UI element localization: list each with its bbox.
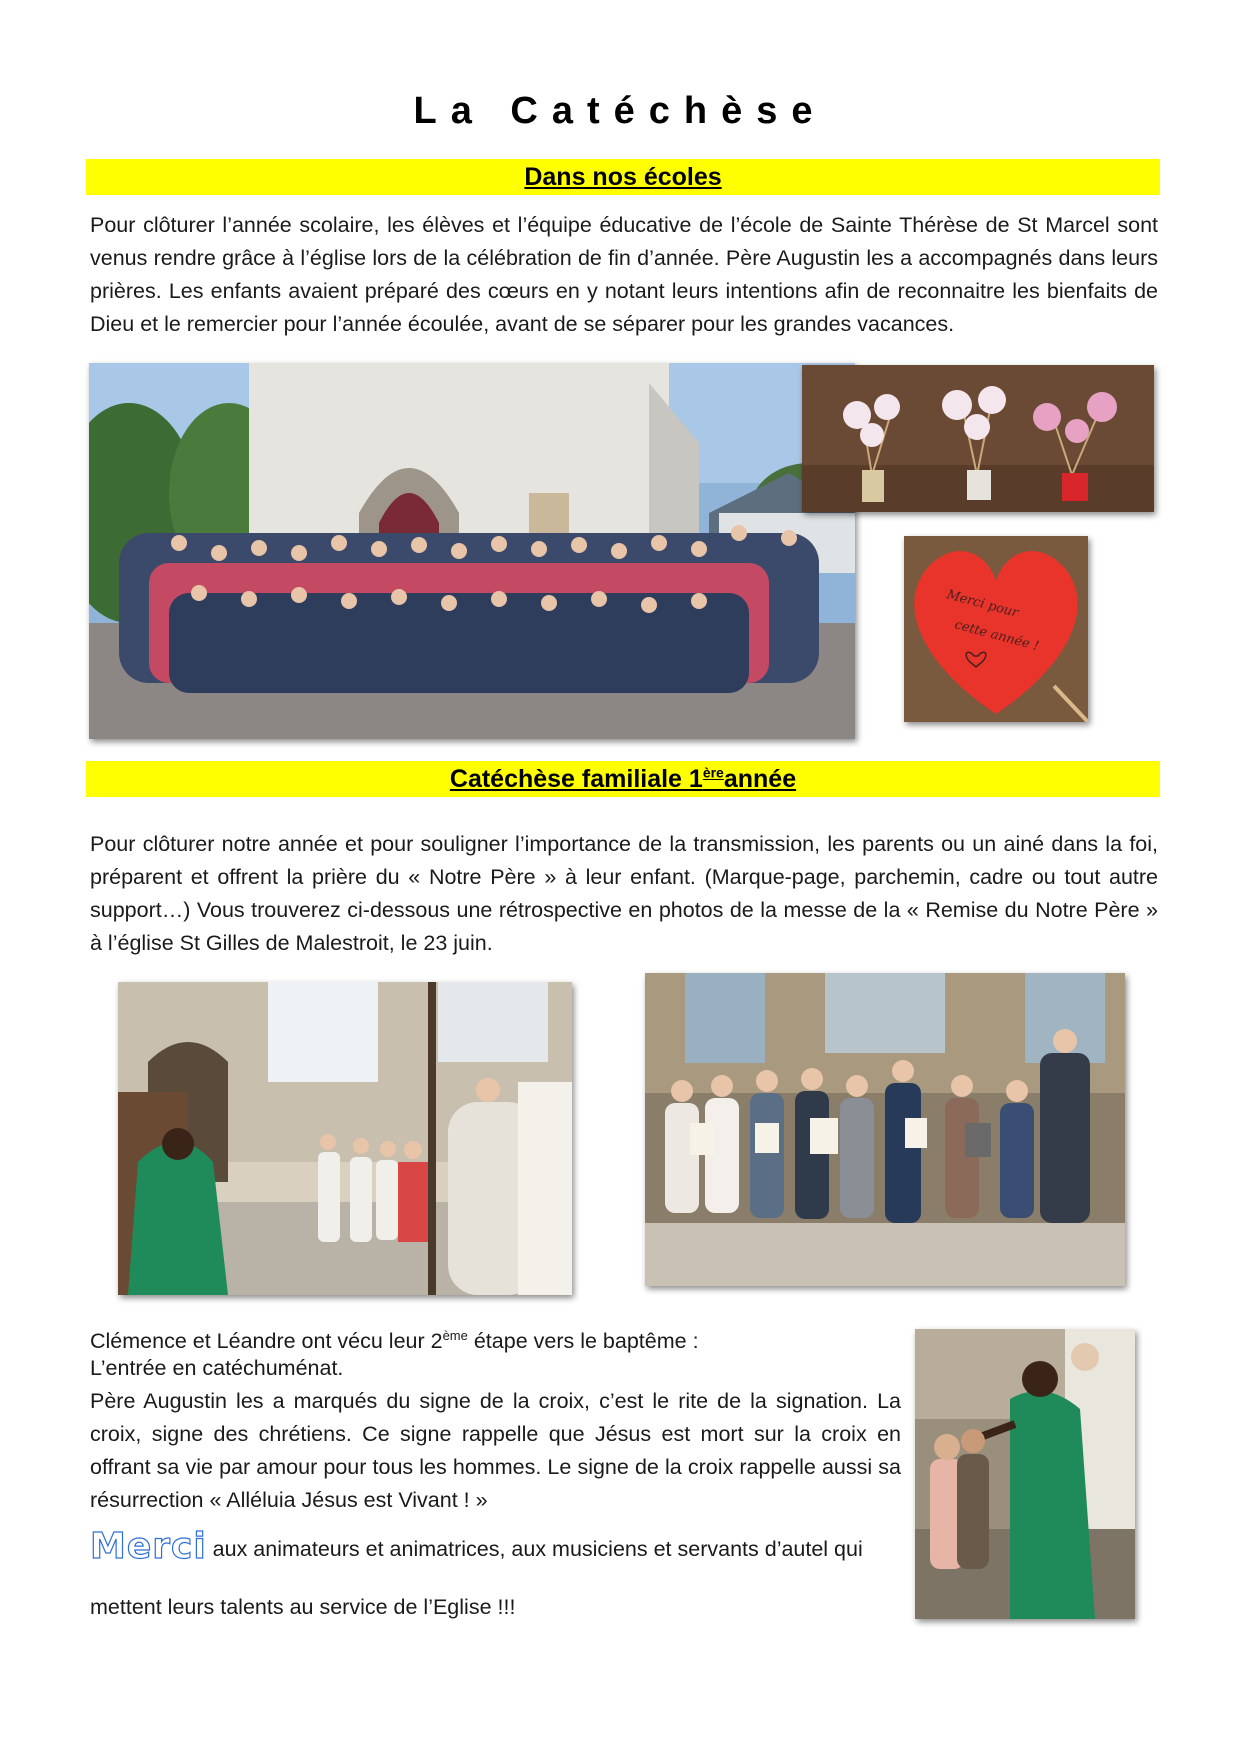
group-photo-church: [89, 363, 855, 739]
merci-wordart: Merci: [90, 1526, 207, 1567]
heart-card-line1: Merci pour: [944, 587, 1020, 621]
paper-hearts-photo: [802, 365, 1154, 512]
family-heading-main: Catéchèse familiale 1: [449, 765, 703, 793]
section-heading-family-catechesis: [86, 761, 1160, 797]
merci-rest: aux animateurs et animatrices, aux musiciens et servants d’autel qui: [206, 1537, 863, 1561]
page-title: La Catéchèse: [413, 90, 827, 132]
section-heading-schools: Dans nos écoles: [86, 159, 1160, 195]
heart-card-line2: cette année !: [952, 617, 1041, 655]
mass-photo-children: [645, 973, 1125, 1286]
family-paragraph: Pour clôturer notre année et pour souligner l’importance de la transmission, les parents ou un ainé dans la foi, préparent et offrent la prière du « Notre Père » à leur enfant. (Marque-page, parchemin, cadre ou tout autre support…) Vous trouverez ci-dessous une rétrospective en photos de la messe de la « Remise du Notre Père » à l’église St Gilles de Malestroit, le 23 juin.: [90, 832, 1158, 955]
family-heading-end: année: [723, 765, 797, 793]
red-heart-card-photo: [904, 536, 1088, 722]
family-heading-sup: ère: [702, 764, 724, 781]
catechumenate-line2: L’entrée en catéchuménat.: [90, 1356, 344, 1380]
signation-photo: [915, 1329, 1135, 1619]
mass-photo-priest: [118, 982, 572, 1295]
schools-paragraph: Pour clôturer l’année scolaire, les élèves et l’équipe éducative de l’école de Sainte Thérèse de St Marcel sont venus rendre grâce à l’église lors de la célébration de fin d’année. Père Augustin les a accompagnés dans leurs prières. Les enfants avaient préparé des cœurs en y notant leurs intentions afin de reconnaitre les bienfaits de Dieu et le remercier pour l’année écoulée, avant de se séparer pour les grandes vacances.: [90, 213, 1158, 336]
catechumenate-line1-end: étape vers le baptême :: [467, 1329, 699, 1354]
merci-line2: mettent leurs talents au service de l’Eglise !!!: [90, 1595, 516, 1619]
signation-paragraph: Père Augustin les a marqués du signe de la croix, c’est le rite de la signation. La croix, signe des chrétiens. Ce signe rappelle que Jésus est mort sur la croix en offrant sa vie par amour pour tous les hommes. Le signe de la croix rappelle aussi sa résurrection « Alléluia Jésus est Vivant ! »: [90, 1389, 901, 1512]
merci-line: [90, 1526, 910, 1567]
catechumenate-line1-start: Clémence et Léandre ont vécu leur 2: [90, 1329, 443, 1354]
catechumenate-line1-sup: ème: [442, 1328, 468, 1343]
